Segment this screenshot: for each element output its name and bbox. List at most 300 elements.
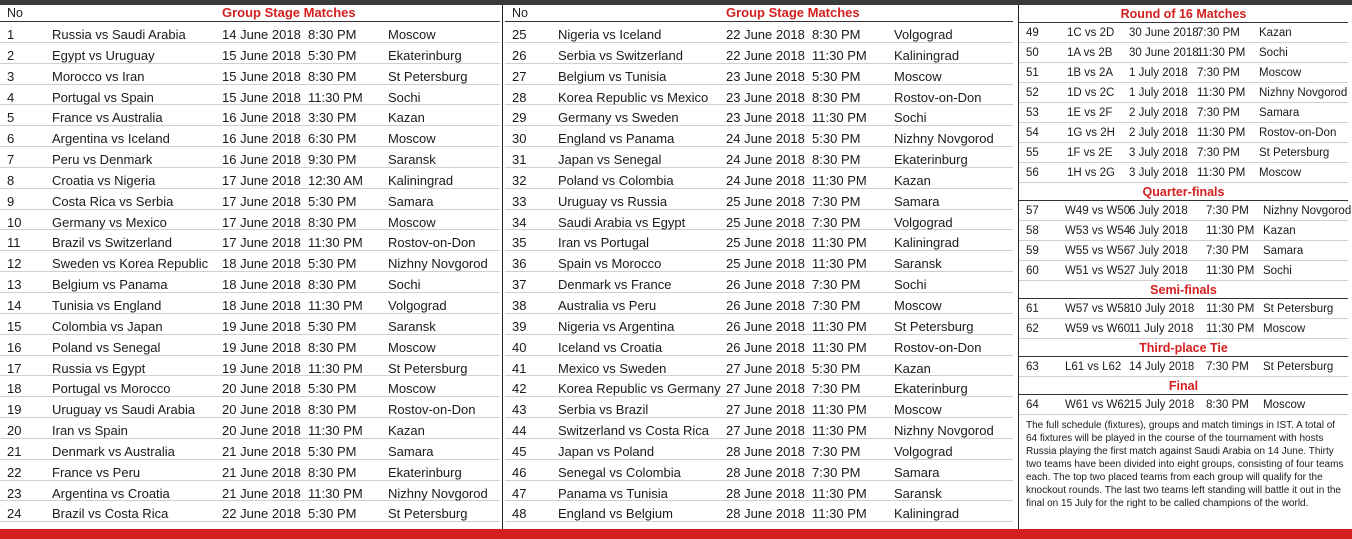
match-datetime xyxy=(222,423,363,438)
match-number: 19 xyxy=(7,402,22,418)
match-venue: Moscow xyxy=(894,297,942,313)
match-fixture: Uruguay vs Saudi Arabia xyxy=(52,402,196,418)
match-date: 17 June 2018 xyxy=(222,235,301,251)
match-fixture: Peru vs Denmark xyxy=(52,152,153,168)
match-number: 49 xyxy=(1026,27,1039,39)
match-datetime xyxy=(222,361,363,376)
column-divider xyxy=(502,5,503,529)
match-fixture: 1H vs 2G xyxy=(1067,167,1115,179)
match-time: 11:30 PM xyxy=(1197,47,1246,59)
match-number: 15 xyxy=(7,318,22,334)
table-row xyxy=(505,501,1013,522)
match-number: 16 xyxy=(7,339,22,355)
match-fixture: W51 vs W52 xyxy=(1065,265,1131,277)
table-row xyxy=(1019,63,1348,83)
match-fixture: 1B vs 2A xyxy=(1067,67,1114,79)
match-venue: Kaliningrad xyxy=(388,172,454,188)
match-number: 23 xyxy=(7,485,22,501)
match-fixture: Nigeria vs Iceland xyxy=(558,27,662,42)
match-time: 5:30 PM xyxy=(812,131,861,147)
match-datetime xyxy=(222,506,356,521)
match-time: 11:30 PM xyxy=(812,318,867,334)
match-number: 41 xyxy=(512,360,527,376)
match-time: 11:30 PM xyxy=(1197,167,1246,179)
group-stage-header xyxy=(505,5,1013,22)
match-number: 51 xyxy=(1026,67,1039,79)
match-venue: Samara xyxy=(894,193,940,209)
match-venue: Rostov-on-Don xyxy=(1259,127,1337,139)
match-time: 11:30 PM xyxy=(308,297,363,313)
match-datetime xyxy=(726,381,860,396)
match-fixture: Switzerland vs Costa Rica xyxy=(558,423,709,439)
table-row xyxy=(505,272,1013,293)
match-date: 18 June 2018 xyxy=(222,277,301,293)
match-datetime xyxy=(222,110,356,125)
match-venue: Moscow xyxy=(1259,167,1302,179)
table-row xyxy=(0,501,500,522)
match-date: 16 June 2018 xyxy=(222,110,301,126)
match-fixture: Saudi Arabia vs Egypt xyxy=(558,214,686,230)
match-venue: Samara xyxy=(388,193,434,209)
match-fixture: Nigeria vs Argentina xyxy=(558,318,675,334)
table-row xyxy=(505,85,1013,106)
table-row xyxy=(0,22,500,43)
match-number: 18 xyxy=(7,381,22,397)
match-fixture: Portugal vs Morocco xyxy=(52,381,171,397)
table-row xyxy=(0,147,500,168)
match-venue: Moscow xyxy=(894,402,942,418)
table-row xyxy=(505,356,1013,377)
match-number: 63 xyxy=(1026,361,1039,373)
match-venue: Moscow xyxy=(1263,323,1306,335)
match-date: 6 July 2018 xyxy=(1129,205,1188,217)
match-fixture: Iran vs Spain xyxy=(52,423,128,439)
match-date: 27 June 2018 xyxy=(726,423,805,439)
match-fixture: Belgium vs Tunisia xyxy=(558,68,667,84)
match-date: 23 June 2018 xyxy=(726,110,805,126)
table-row xyxy=(1019,123,1348,143)
match-time: 7:30 PM xyxy=(1197,67,1240,79)
match-venue: Nizhny Novgorod xyxy=(894,423,994,439)
match-venue: Sochi xyxy=(388,277,421,293)
match-datetime xyxy=(726,215,860,230)
table-row xyxy=(0,460,500,481)
match-venue: Rostov-on-Don xyxy=(388,235,476,251)
match-fixture: Russia vs Saudi Arabia xyxy=(52,27,186,42)
table-row xyxy=(0,356,500,377)
match-number: 31 xyxy=(512,152,527,168)
match-date: 20 June 2018 xyxy=(222,423,301,439)
match-time: 8:30 PM xyxy=(812,152,861,168)
match-date: 16 June 2018 xyxy=(222,152,301,168)
match-venue: Kazan xyxy=(894,172,931,188)
match-time: 11:30 PM xyxy=(308,235,363,251)
match-time: 7:30 PM xyxy=(812,464,861,480)
match-datetime xyxy=(726,27,860,42)
match-number: 26 xyxy=(512,47,527,63)
match-number: 13 xyxy=(7,277,22,293)
table-row xyxy=(0,230,500,251)
group-stage-header xyxy=(0,5,500,22)
match-number: 38 xyxy=(512,297,527,313)
table-row xyxy=(505,293,1013,314)
match-date: 14 June 2018 xyxy=(222,27,301,42)
match-number: 44 xyxy=(512,423,527,439)
match-number: 29 xyxy=(512,110,527,126)
match-venue: Kaliningrad xyxy=(894,235,960,251)
match-fixture: France vs Australia xyxy=(52,110,163,126)
match-date: 18 June 2018 xyxy=(222,256,301,272)
table-row xyxy=(0,210,500,231)
match-fixture: Belgium vs Panama xyxy=(52,277,168,293)
match-time: 11:30 PM xyxy=(1206,265,1255,277)
match-fixture: Germany vs Mexico xyxy=(52,214,167,230)
match-venue: Volgograd xyxy=(388,297,447,313)
match-time: 5:30 PM xyxy=(812,68,861,84)
match-number: 20 xyxy=(7,423,22,439)
match-date: 28 June 2018 xyxy=(726,443,805,459)
match-date: 24 June 2018 xyxy=(726,131,805,147)
match-fixture: England vs Panama xyxy=(558,131,675,147)
match-date: 2 July 2018 xyxy=(1129,127,1188,139)
match-number: 54 xyxy=(1026,127,1039,139)
match-fixture: Australia vs Peru xyxy=(558,297,657,313)
table-row xyxy=(0,439,500,460)
match-venue: Nizhny Novgorod xyxy=(1259,87,1348,99)
match-datetime xyxy=(726,340,867,355)
match-venue: Nizhny Novgorod xyxy=(1263,205,1352,217)
match-time: 6:30 PM xyxy=(308,131,357,147)
match-datetime xyxy=(222,27,356,42)
match-time: 5:30 PM xyxy=(308,47,357,63)
section-title: Semi-finals xyxy=(1019,281,1348,299)
match-datetime xyxy=(222,173,363,188)
match-datetime xyxy=(726,152,860,167)
table-row xyxy=(1019,83,1348,103)
match-fixture: Mexico vs Sweden xyxy=(558,360,667,376)
match-date: 19 June 2018 xyxy=(222,360,301,376)
match-time: 8:30 PM xyxy=(308,68,357,84)
match-time: 11:30 PM xyxy=(812,235,867,251)
match-number: 45 xyxy=(512,443,527,459)
match-date: 6 July 2018 xyxy=(1129,225,1188,237)
match-date: 25 June 2018 xyxy=(726,235,805,251)
match-number: 27 xyxy=(512,68,527,84)
match-venue: Moscow xyxy=(388,214,436,230)
match-venue: Saransk xyxy=(388,152,436,168)
match-fixture: Croatia vs Nigeria xyxy=(52,172,156,188)
match-datetime xyxy=(222,486,363,501)
match-time: 5:30 PM xyxy=(308,318,357,334)
match-time: 11:30 PM xyxy=(812,256,867,272)
match-venue: St Petersburg xyxy=(1263,303,1334,315)
match-fixture: W55 vs W56 xyxy=(1065,245,1131,257)
match-date: 20 June 2018 xyxy=(222,402,301,418)
match-date: 21 June 2018 xyxy=(222,443,301,459)
match-time: 8:30 PM xyxy=(308,339,357,355)
match-fixture: Denmark vs France xyxy=(558,277,672,293)
table-row xyxy=(1019,299,1348,319)
match-date: 24 June 2018 xyxy=(726,172,805,188)
match-datetime xyxy=(726,69,860,84)
match-datetime xyxy=(222,215,356,230)
match-date: 23 June 2018 xyxy=(726,68,805,84)
match-datetime xyxy=(222,90,363,105)
match-venue: Moscow xyxy=(1259,67,1302,79)
match-date: 21 June 2018 xyxy=(222,464,301,480)
match-fixture: 1G vs 2H xyxy=(1067,127,1115,139)
match-date: 15 June 2018 xyxy=(222,68,301,84)
match-date: 26 June 2018 xyxy=(726,339,805,355)
section-title: Round of 16 Matches xyxy=(1019,5,1348,23)
match-fixture: Poland vs Colombia xyxy=(558,172,674,188)
match-time: 7:30 PM xyxy=(1206,245,1249,257)
match-fixture: W59 vs W60 xyxy=(1065,323,1131,335)
match-fixture: Iran vs Portugal xyxy=(558,235,650,251)
table-row xyxy=(0,251,500,272)
match-date: 3 July 2018 xyxy=(1129,147,1188,159)
match-number: 36 xyxy=(512,256,527,272)
match-venue: Samara xyxy=(388,443,434,459)
table-row xyxy=(505,126,1013,147)
table-row xyxy=(505,22,1013,43)
match-fixture: Iceland vs Croatia xyxy=(558,339,663,355)
match-date: 30 June 2018 xyxy=(1129,47,1199,59)
match-number: 34 xyxy=(512,214,527,230)
match-number: 40 xyxy=(512,339,527,355)
match-number: 37 xyxy=(512,277,527,293)
match-fixture: Argentina vs Croatia xyxy=(52,485,170,501)
match-fixture: W53 vs W54 xyxy=(1065,225,1131,237)
table-row xyxy=(505,230,1013,251)
match-datetime xyxy=(222,402,356,417)
match-fixture: Morocco vs Iran xyxy=(52,68,145,84)
match-number: 50 xyxy=(1026,47,1039,59)
match-venue: St Petersburg xyxy=(388,68,468,84)
match-venue: Saransk xyxy=(894,256,942,272)
match-datetime xyxy=(726,48,867,63)
match-fixture: 1D vs 2C xyxy=(1067,87,1115,99)
match-date: 16 June 2018 xyxy=(222,131,301,147)
match-time: 11:30 PM xyxy=(812,423,867,439)
match-time: 11:30 PM xyxy=(308,485,363,501)
section-title: Third-place Tie xyxy=(1019,339,1348,357)
match-date: 21 June 2018 xyxy=(222,485,301,501)
table-row xyxy=(0,105,500,126)
match-fixture: Egypt vs Uruguay xyxy=(52,47,155,63)
match-number: 25 xyxy=(512,27,527,42)
match-number: 42 xyxy=(512,381,527,397)
match-number: 39 xyxy=(512,318,527,334)
table-row xyxy=(1019,357,1348,377)
table-row xyxy=(505,147,1013,168)
match-venue: Saransk xyxy=(388,318,436,334)
match-venue: St Petersburg xyxy=(1259,147,1330,159)
match-number: 2 xyxy=(7,47,15,63)
match-venue: Sochi xyxy=(1263,265,1292,277)
match-time: 7:30 PM xyxy=(812,214,861,230)
match-venue: Kazan xyxy=(388,423,425,439)
match-fixture: Japan vs Senegal xyxy=(558,152,662,168)
match-datetime xyxy=(726,277,860,292)
match-datetime xyxy=(222,152,356,167)
schedule-note: The full schedule (fixtures), groups and match timings in IST. A total of 64 fixtures will be played in the course of the tournament with hosts Russia playing the first match against Saudi Arabia on 14 June. Thirty two teams have been divided into eight groups, consisting of four teams each. The top two placed teams from each group will qualify for the knockout rounds. The last two teams left standing will battle it out in the final on 15 July for the right to be called champions of the world. xyxy=(1026,420,1344,509)
match-date: 25 June 2018 xyxy=(726,214,805,230)
match-date: 3 July 2018 xyxy=(1129,167,1188,179)
match-datetime xyxy=(222,69,356,84)
match-fixture: Colombia vs Japan xyxy=(52,318,163,334)
match-fixture: 1C vs 2D xyxy=(1067,27,1115,39)
match-fixture: W49 vs W50 xyxy=(1065,205,1131,217)
match-date: 25 June 2018 xyxy=(726,256,805,272)
match-date: 22 June 2018 xyxy=(726,47,805,63)
match-fixture: Brazil vs Costa Rica xyxy=(52,506,169,522)
match-datetime xyxy=(222,277,356,292)
match-datetime xyxy=(726,506,867,521)
match-fixture: Senegal vs Colombia xyxy=(558,464,681,480)
match-date: 7 July 2018 xyxy=(1129,245,1188,257)
match-time: 11:30 PM xyxy=(812,506,867,522)
table-row xyxy=(505,314,1013,335)
match-datetime xyxy=(726,235,867,250)
match-time: 11:30 PM xyxy=(812,172,867,188)
match-date: 19 June 2018 xyxy=(222,339,301,355)
match-number: 30 xyxy=(512,131,527,147)
table-row xyxy=(1019,103,1348,123)
match-number: 24 xyxy=(7,506,22,522)
match-date: 18 June 2018 xyxy=(222,297,301,313)
match-venue: Ekaterinburg xyxy=(894,381,968,397)
match-time: 8:30 PM xyxy=(812,27,861,42)
match-venue: Rostov-on-Don xyxy=(894,339,982,355)
match-venue: Kazan xyxy=(1259,27,1292,39)
knockout-sections xyxy=(1019,5,1352,415)
match-datetime xyxy=(222,131,356,146)
match-venue: Nizhny Novgorod xyxy=(388,485,488,501)
match-venue: Ekaterinburg xyxy=(388,47,462,63)
match-venue: St Petersburg xyxy=(388,360,468,376)
match-time: 11:30 PM xyxy=(1206,225,1255,237)
table-row xyxy=(505,460,1013,481)
match-date: 27 June 2018 xyxy=(726,360,805,376)
match-datetime xyxy=(726,131,860,146)
table-row xyxy=(0,43,500,64)
match-datetime xyxy=(726,319,867,334)
match-date: 28 June 2018 xyxy=(726,506,805,522)
match-number: 46 xyxy=(512,464,527,480)
match-time: 7:30 PM xyxy=(1197,27,1240,39)
table-row xyxy=(505,105,1013,126)
match-fixture: Serbia vs Switzerland xyxy=(558,47,683,63)
table-row xyxy=(0,397,500,418)
match-venue: Volgograd xyxy=(894,214,953,230)
table-row xyxy=(1019,221,1348,241)
match-number: 3 xyxy=(7,68,15,84)
match-date: 26 June 2018 xyxy=(726,297,805,313)
match-number: 14 xyxy=(7,297,22,313)
table-row xyxy=(0,293,500,314)
match-datetime xyxy=(726,298,860,313)
no-column-header: No xyxy=(512,6,528,20)
match-date: 28 June 2018 xyxy=(726,464,805,480)
match-time: 7:30 PM xyxy=(1197,107,1240,119)
match-datetime xyxy=(222,319,356,334)
table-row xyxy=(0,64,500,85)
match-date: 17 June 2018 xyxy=(222,214,301,230)
match-number: 62 xyxy=(1026,323,1039,335)
match-time: 8:30 PM xyxy=(308,464,357,480)
match-fixture: Panama vs Tunisia xyxy=(558,485,668,501)
match-date: 28 June 2018 xyxy=(726,485,805,501)
match-venue: Moscow xyxy=(388,27,436,42)
table-row xyxy=(0,481,500,502)
match-datetime xyxy=(726,110,867,125)
match-number: 6 xyxy=(7,131,15,147)
match-venue: Nizhny Novgorod xyxy=(388,256,488,272)
match-datetime xyxy=(726,444,860,459)
table-row xyxy=(1019,23,1348,43)
match-datetime xyxy=(726,465,860,480)
group-stage-title: Group Stage Matches xyxy=(222,5,356,20)
table-row xyxy=(505,64,1013,85)
match-number: 17 xyxy=(7,360,22,376)
match-fixture: W61 vs W62 xyxy=(1065,399,1131,411)
match-venue: Ekaterinburg xyxy=(388,464,462,480)
table-row xyxy=(1019,241,1348,261)
table-row xyxy=(0,168,500,189)
table-row xyxy=(505,168,1013,189)
match-fixture: Korea Republic vs Germany xyxy=(558,381,721,397)
match-fixture: Argentina vs Iceland xyxy=(52,131,170,147)
knockout-section xyxy=(1019,281,1352,339)
match-time: 11:30 PM xyxy=(1206,323,1255,335)
match-date: 14 July 2018 xyxy=(1129,361,1195,373)
match-date: 20 June 2018 xyxy=(222,381,301,397)
match-time: 11:30 PM xyxy=(308,360,363,376)
match-time: 7:30 PM xyxy=(812,277,861,293)
match-number: 47 xyxy=(512,485,527,501)
match-number: 64 xyxy=(1026,399,1039,411)
match-time: 3:30 PM xyxy=(308,110,357,126)
match-venue: Kazan xyxy=(1263,225,1296,237)
match-datetime xyxy=(222,465,356,480)
match-datetime xyxy=(222,340,356,355)
table-row xyxy=(0,314,500,335)
match-venue: Samara xyxy=(1263,245,1304,257)
table-row xyxy=(505,439,1013,460)
match-fixture: Germany vs Sweden xyxy=(558,110,679,126)
match-number: 43 xyxy=(512,402,527,418)
match-date: 11 July 2018 xyxy=(1129,323,1194,335)
match-venue: St Petersburg xyxy=(388,506,468,522)
match-venue: Volgograd xyxy=(894,443,953,459)
match-venue: Kazan xyxy=(894,360,931,376)
table-row xyxy=(0,126,500,147)
match-venue: Samara xyxy=(1259,107,1300,119)
match-date: 2 July 2018 xyxy=(1129,107,1188,119)
match-time: 5:30 PM xyxy=(308,193,357,209)
table-row xyxy=(0,85,500,106)
match-time: 8:30 PM xyxy=(812,89,861,105)
match-datetime xyxy=(726,90,860,105)
match-time: 5:30 PM xyxy=(308,381,357,397)
match-number: 35 xyxy=(512,235,527,251)
no-column-header: No xyxy=(7,6,23,20)
match-number: 7 xyxy=(7,152,15,168)
match-number: 61 xyxy=(1026,303,1039,315)
match-datetime xyxy=(222,256,356,271)
match-time: 9:30 PM xyxy=(308,152,357,168)
